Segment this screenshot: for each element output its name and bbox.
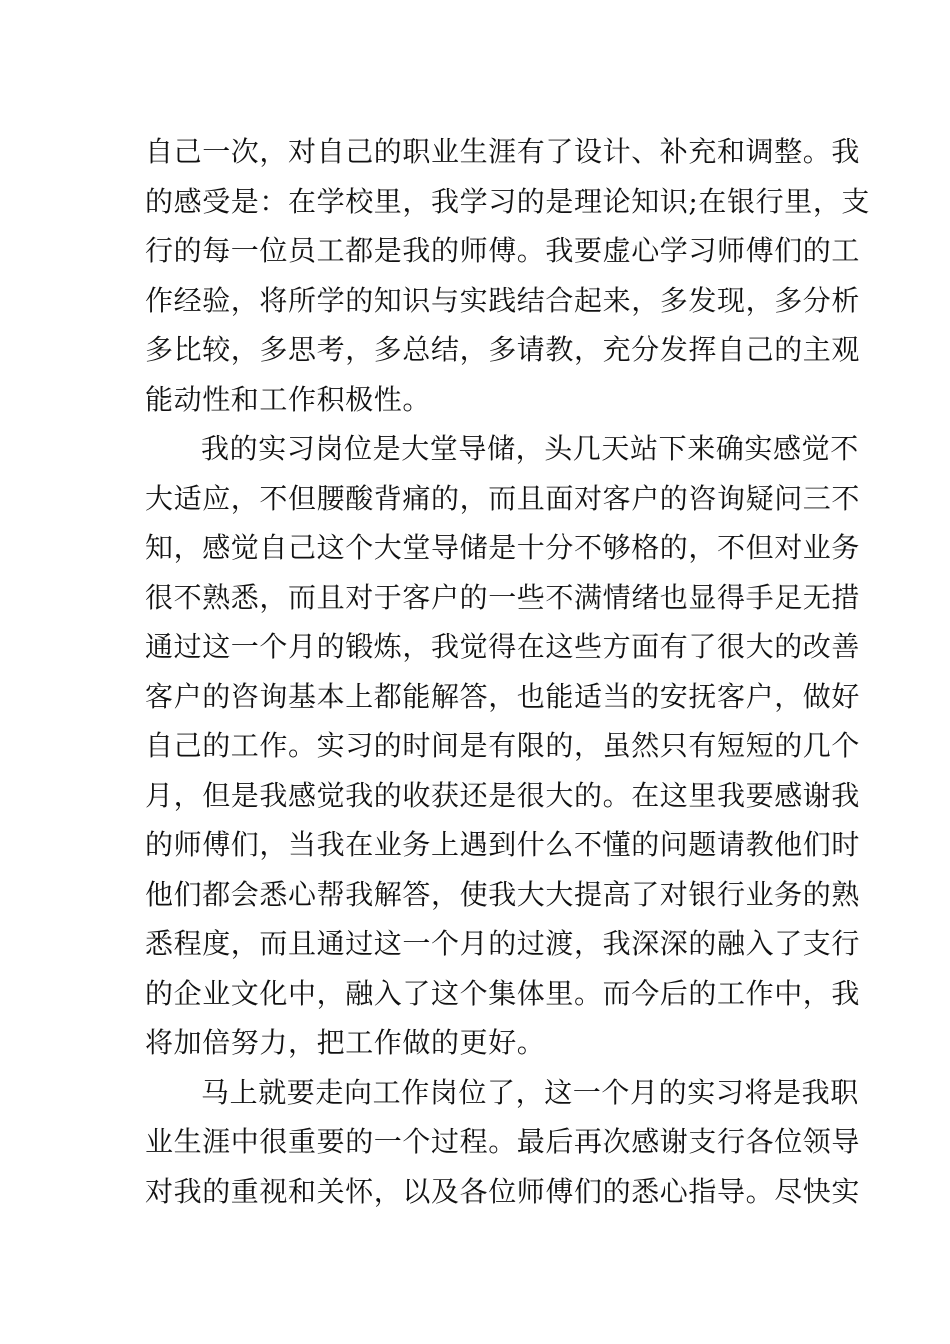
- text-line: 作经验，将所学的知识与实践结合起来，多发现，多分析: [145, 283, 861, 317]
- text-line: 月，但是我感觉我的收获还是很大的。在这里我要感谢我: [145, 778, 861, 812]
- text-line: 很不熟悉，而且对于客户的一些不满情绪也显得手足无措: [145, 580, 861, 614]
- text-line: 行的每一位员工都是我的师傅。我要虚心学习师傅们的工: [145, 234, 861, 267]
- text-line: 客户的咨询基本上都能解答，也能适当的安抚客户，做好: [145, 679, 861, 713]
- text-line: 多比较，多思考，多总结，多请教，充分发挥自己的主观: [145, 333, 861, 366]
- text-line: 业生涯中很重要的一个过程。最后再次感谢支行各位领导: [145, 1125, 861, 1158]
- text-line: 知，感觉自己这个大堂导储是十分不够格的，不但对业务: [145, 531, 861, 564]
- text-line: 的感受是：在学校里，我学习的是理论知识;在银行里，支: [145, 184, 871, 218]
- text-line: 悉程度，而且通过这一个月的过渡，我深深的融入了支行: [145, 927, 861, 960]
- text-line: 对我的重视和关怀，以及各位师傅们的悉心指导。尽快实: [145, 1174, 861, 1208]
- text-line: 他们都会悉心帮我解答，使我大大提高了对银行业务的熟: [145, 877, 861, 911]
- text-line: 自己一次，对自己的职业生涯有了设计、补充和调整。我: [145, 135, 861, 168]
- text-line: 的企业文化中，融入了这个集体里。而今后的工作中，我: [145, 976, 861, 1010]
- paragraph-start-line: 我的实习岗位是大堂导储，头几天站下来确实感觉不: [201, 432, 859, 465]
- text-line: 通过这一个月的锻炼，我觉得在这些方面有了很大的改善: [145, 630, 861, 663]
- paragraph-start-line: 马上就要走向工作岗位了，这一个月的实习将是我职: [201, 1075, 859, 1109]
- text-line: 自己的工作。实习的时间是有限的，虽然只有短短的几个: [145, 729, 861, 762]
- text-line: 将加倍努力，把工作做的更好。: [145, 1026, 546, 1059]
- body-text: [145, 127, 871, 1216]
- text-line: 大适应，不但腰酸背痛的，而且面对客户的咨询疑问三不: [145, 481, 861, 515]
- text-line: 的师傅们，当我在业务上遇到什么不懂的问题请教他们时: [145, 828, 861, 861]
- text-line: 能动性和工作积极性。: [145, 382, 432, 416]
